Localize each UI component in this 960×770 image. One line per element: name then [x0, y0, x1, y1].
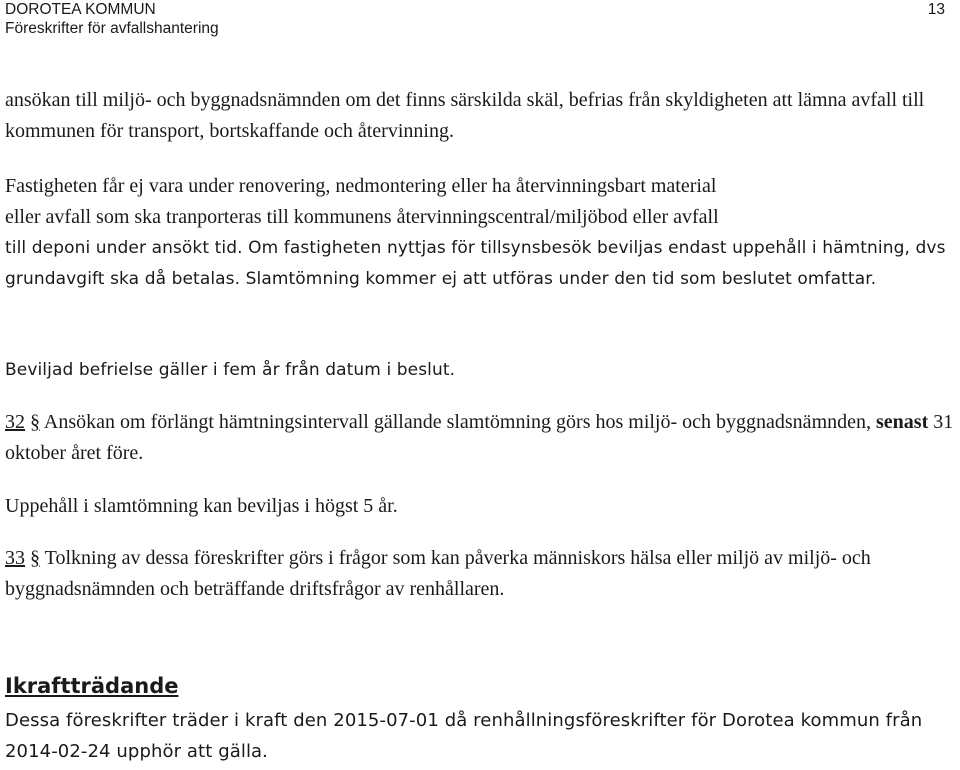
- section-33: [5, 543, 955, 605]
- section-33-number: 33: [5, 547, 25, 569]
- paragraph-property-line-1: Fastigheten får ej vara under renovering, nedmontering eller ha återvinningsbart material: [5, 175, 717, 197]
- paragraph-continuation: ansökan till miljö- och byggnadsnämnden om det finns särskilda skäl, befrias från skyldigheten att lämna avfall till kommunen för transport, bortskaffande och återvinning.: [5, 89, 925, 142]
- header-subtitle: Föreskrifter för avfallshantering: [5, 20, 219, 37]
- section-32: [5, 407, 955, 469]
- paragraph-property: [5, 171, 955, 295]
- paragraph-effective-date: Dessa föreskrifter träder i kraft den 2015-07-01 då renhållningsföreskrifter för Dorotea kommun från 2014-02-24 upphör att gälla.: [5, 710, 923, 762]
- page-header: [5, 0, 955, 38]
- heading-effective-date: Ikraftträdande: [5, 674, 179, 698]
- section-32-text-end: 31 oktober året före.: [5, 411, 954, 464]
- section-32-emphasis: senast: [876, 411, 929, 433]
- section-32-text: Ansökan om förlängt hämtningsintervall gällande slamtömning görs hos miljö- och byggnadsnämnden,: [43, 411, 871, 433]
- header-organization: DOROTEA KOMMUN: [5, 1, 156, 18]
- paragraph-suspension: Uppehåll i slamtömning kan beviljas i högst 5 år.: [5, 495, 398, 517]
- paragraph-granted: Beviljad befrielse gäller i fem år från datum i beslut.: [5, 360, 456, 380]
- section-32-number: 32: [5, 411, 25, 433]
- paragraph-property-line-2: eller avfall som ska tranporteras till kommunens återvinningscentral/miljöbod eller avfall: [5, 206, 719, 228]
- section-33-symbol: §: [30, 547, 40, 569]
- paragraph-property-continued: till deponi under ansökt tid. Om fastigheten nyttjas för tillsynsbesök beviljas endast uppehåll i hämtning, dvs grundavgift ska då betalas. Slamtömning kommer ej att utföras under den tid som beslutet omfattar.: [5, 238, 946, 289]
- section-33-text: Tolkning av dessa föreskrifter görs i frågor som kan påverka människors hälsa eller miljö av miljö- och byggnadsnämnden och beträffande driftsfrågor av renhållaren.: [5, 547, 871, 600]
- page-number: 13: [927, 1, 945, 18]
- section-32-symbol: §: [30, 411, 40, 433]
